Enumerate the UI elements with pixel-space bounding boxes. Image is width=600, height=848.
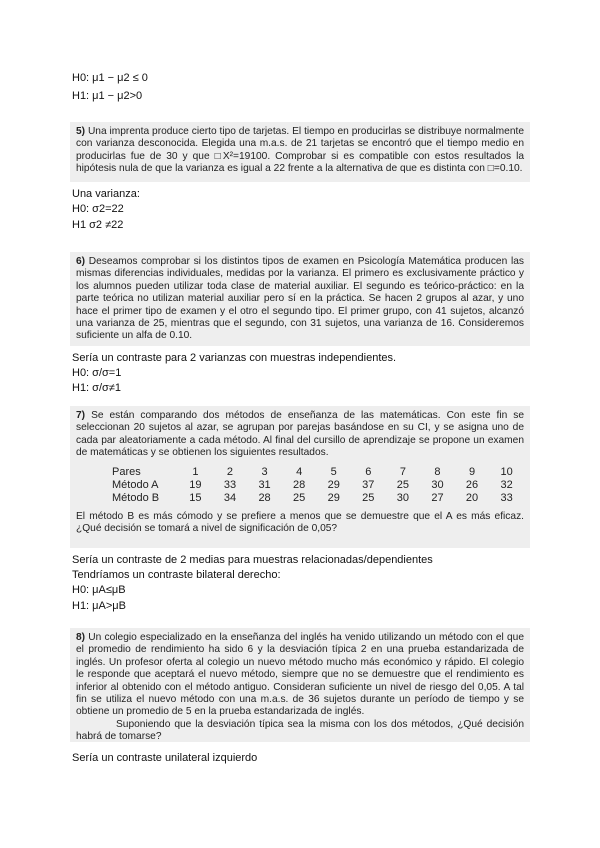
metodo-a-value: 33 xyxy=(223,478,237,491)
pairs-table xyxy=(112,466,524,505)
answer-7-line2: Tendríamos un contraste bilateral derecho: xyxy=(72,569,281,581)
pair-number: 7 xyxy=(399,465,406,478)
pair-number: 10 xyxy=(500,465,513,478)
problem-8 xyxy=(70,628,530,742)
answer-6-h0: H0: σ/σ=1 xyxy=(72,367,122,379)
answer-7-h0: H0: μA≤μB xyxy=(72,584,126,596)
metodo-b-value: 33 xyxy=(500,491,513,504)
metodo-b-value: 29 xyxy=(327,491,340,504)
metodo-a-row xyxy=(112,479,524,492)
pair-number: 4 xyxy=(296,465,303,478)
answer-5-h1: H1 σ2 ≠22 xyxy=(72,219,124,231)
pair-number: 9 xyxy=(468,465,476,478)
problem-7-text2: El método B es más cómodo y se prefiere a menos que se demuestre que el A es más eficaz. ¿Qué decisión se tomará a nivel de significación de 0,05? xyxy=(76,510,524,535)
metodo-b-value: 30 xyxy=(396,491,409,504)
metodo-a-value: 25 xyxy=(396,478,409,491)
problem-5-number: 5) xyxy=(76,126,86,137)
problem-8-number: 8) xyxy=(76,632,86,643)
problem-6 xyxy=(70,252,530,346)
answer-6-line1: Sería un contraste para 2 varianzas con muestras independientes. xyxy=(72,352,397,364)
pair-number: 2 xyxy=(226,465,234,478)
metodo-b-value: 15 xyxy=(189,491,202,504)
metodo-b-value: 25 xyxy=(362,491,375,504)
problem-5 xyxy=(70,122,530,182)
pair-number: 8 xyxy=(434,465,441,478)
metodo-b-value: 34 xyxy=(223,491,237,504)
metodo-a-value: 30 xyxy=(431,478,444,491)
metodo-b-label: Método B xyxy=(112,491,160,504)
pair-number: 6 xyxy=(365,465,372,478)
pair-number: 1 xyxy=(192,465,199,478)
problem-7 xyxy=(70,406,530,548)
answer-7-line1: Sería un contraste de 2 medias para muestras relacionadas/dependientes xyxy=(72,554,433,566)
pairs-row xyxy=(112,466,524,479)
problem-7-number: 7) xyxy=(76,410,86,421)
problem-5-text: Una imprenta produce cierto tipo de tarjetas. El tiempo en producirlas se distribuye normalmente con varianza desconocida. Elegida una m.a.s. de 21 tarjetas se encontró que el tiempo medio en producirlas fue de 30 y que □X²=19100. Comprobar si es compatible con estos resultados la hipótesis nula de que la varianza es igual a 22 frente a la alternativa de que es distinta con □=0.10. xyxy=(76,126,524,175)
pairs-label: Pares xyxy=(112,465,141,478)
metodo-a-value: 26 xyxy=(465,478,479,491)
problem-6-number: 6) xyxy=(76,256,86,267)
metodo-b-value: 20 xyxy=(465,491,479,504)
metodo-b-value: 25 xyxy=(293,491,306,504)
metodo-a-value: 32 xyxy=(500,478,513,491)
problem-8-text: Un colegio especializado en la enseñanza del inglés ha venido utilizando un método con el que el promedio de rendimiento ha sido 6 y la desviación típica 2 en una prueba estandarizada de inglés. Un profesor oferta al colegio un nuevo método mucho más económico y rápido. El colegio le responde que aceptará el nuevo método, siempre que no se demuestre que el rendimiento es inferior al obtenido con el método antiguo. Consideran suficiente un nivel de riesgo del 0,05. A tal fin se utiliza el nuevo método con una m.a.s. de 36 sujetos durante un período de tiempo y se obtiene un promedio de 5 en la prueba estandarizada de inglés. xyxy=(76,632,525,718)
answer-5-h0: H0: σ2=22 xyxy=(72,203,124,215)
metodo-b-row xyxy=(112,492,524,505)
pair-number: 5 xyxy=(330,465,337,478)
metodo-a-value: 31 xyxy=(258,478,271,491)
metodo-a-value: 28 xyxy=(293,478,306,491)
metodo-a-label: Método A xyxy=(112,478,159,491)
q4-h0: H0: μ1 − μ2 ≤ 0 xyxy=(72,72,148,84)
problem-7-text: Se están comparando dos métodos de enseñanza de las matemáticas. Con este fin se seleccionan 20 sujetos al azar, se agrupan por parejas basándose en su CI, y se asigna uno de cada par aleatoriamente a cada método. Al final del cursillo de aprendizaje se propone un examen de matemáticas y se obtienen los siguientes resultados. xyxy=(76,410,524,459)
metodo-a-value: 37 xyxy=(362,478,375,491)
metodo-b-value: 27 xyxy=(431,491,444,504)
metodo-a-value: 19 xyxy=(189,478,202,491)
answer-5-line1: Una varianza: xyxy=(72,188,140,200)
answer-7-h1: H1: μA>μB xyxy=(72,600,126,612)
problem-8-text2: Suponiendo que la desviación típica sea la misma con los dos métodos, ¿Qué decisión habrá de tomarse? xyxy=(76,718,524,743)
q4-h1: H1: μ1 − μ2>0 xyxy=(72,90,143,102)
metodo-b-value: 28 xyxy=(258,491,271,504)
problem-6-text: Deseamos comprobar si los distintos tipos de examen en Psicología Matemática producen las mismas diferencias individuales, medidas por la varianza. El primero es exclusivamente práctico y los alumnos pueden utilizar toda clase de material auxiliar. El segundo es teórico-práctico: en la parte teórica no utilizan material auxiliar pero sí en la práctica. Se hacen 2 grupos al azar, y uno hace el primer tipo de examen y el otro el segundo tipo. El primer grupo, con 41 sujetos, alcanzó una varianza de 25, mientras que el segundo, con 31 sujetos, una varianza de 16. Consideremos suficiente un alfa de 0.10. xyxy=(76,256,524,342)
pair-number: 3 xyxy=(261,465,268,478)
answer-6-h1: H1: σ/σ≠1 xyxy=(72,382,121,394)
answer-8-line1: Sería un contraste unilateral izquierdo xyxy=(72,752,258,764)
metodo-a-value: 29 xyxy=(327,478,340,491)
